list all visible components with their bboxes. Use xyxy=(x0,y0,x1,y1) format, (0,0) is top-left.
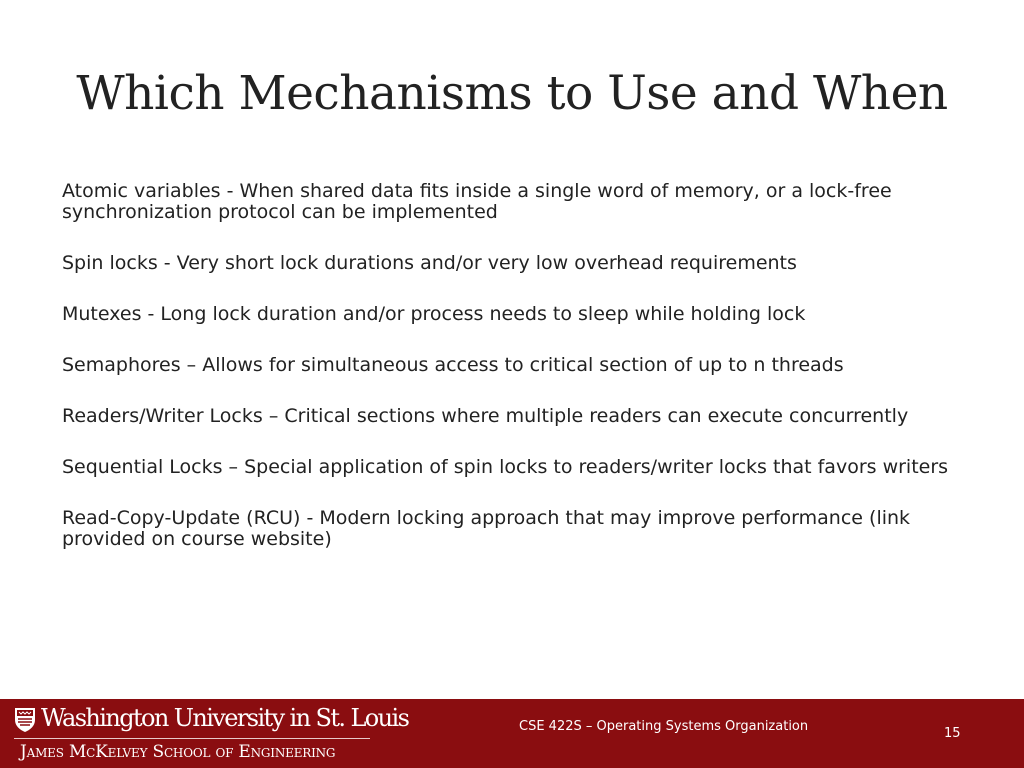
bullet-readers-writer-locks: Readers/Writer Locks – Critical sections where multiple readers can execute concurrently xyxy=(62,405,909,427)
bullet-spin-locks: Spin locks - Very short lock durations and/or very low overhead requirements xyxy=(62,252,797,274)
logo-divider xyxy=(14,738,370,739)
bullet-semaphores: Semaphores – Allows for simultaneous access to critical section of up to n threads xyxy=(62,354,844,376)
school-name: James McKelvey School of Engineering xyxy=(20,742,336,762)
bullet-atomic-variables: Atomic variables - When shared data fits inside a single word of memory, or a lock-free synchronization protocol can be implemented xyxy=(62,180,892,223)
course-title: CSE 422S – Operating Systems Organization xyxy=(519,719,809,734)
bullet-mutexes: Mutexes - Long lock duration and/or process needs to sleep while holding lock xyxy=(62,303,806,325)
slide-title: Which Mechanisms to Use and When xyxy=(76,66,948,121)
shield-icon xyxy=(14,707,36,733)
bullet-list xyxy=(62,181,962,580)
university-logo xyxy=(14,704,409,763)
bullet-sequential-locks: Sequential Locks – Special application of spin locks to readers/writer locks that favors writers xyxy=(62,456,949,478)
footer-bar xyxy=(0,699,1024,768)
university-name: Washington University in St. Louis xyxy=(41,704,409,732)
page-number: 15 xyxy=(944,726,961,741)
bullet-rcu: Read-Copy-Update (RCU) - Modern locking approach that may improve performance (link provided on course website) xyxy=(62,507,911,550)
